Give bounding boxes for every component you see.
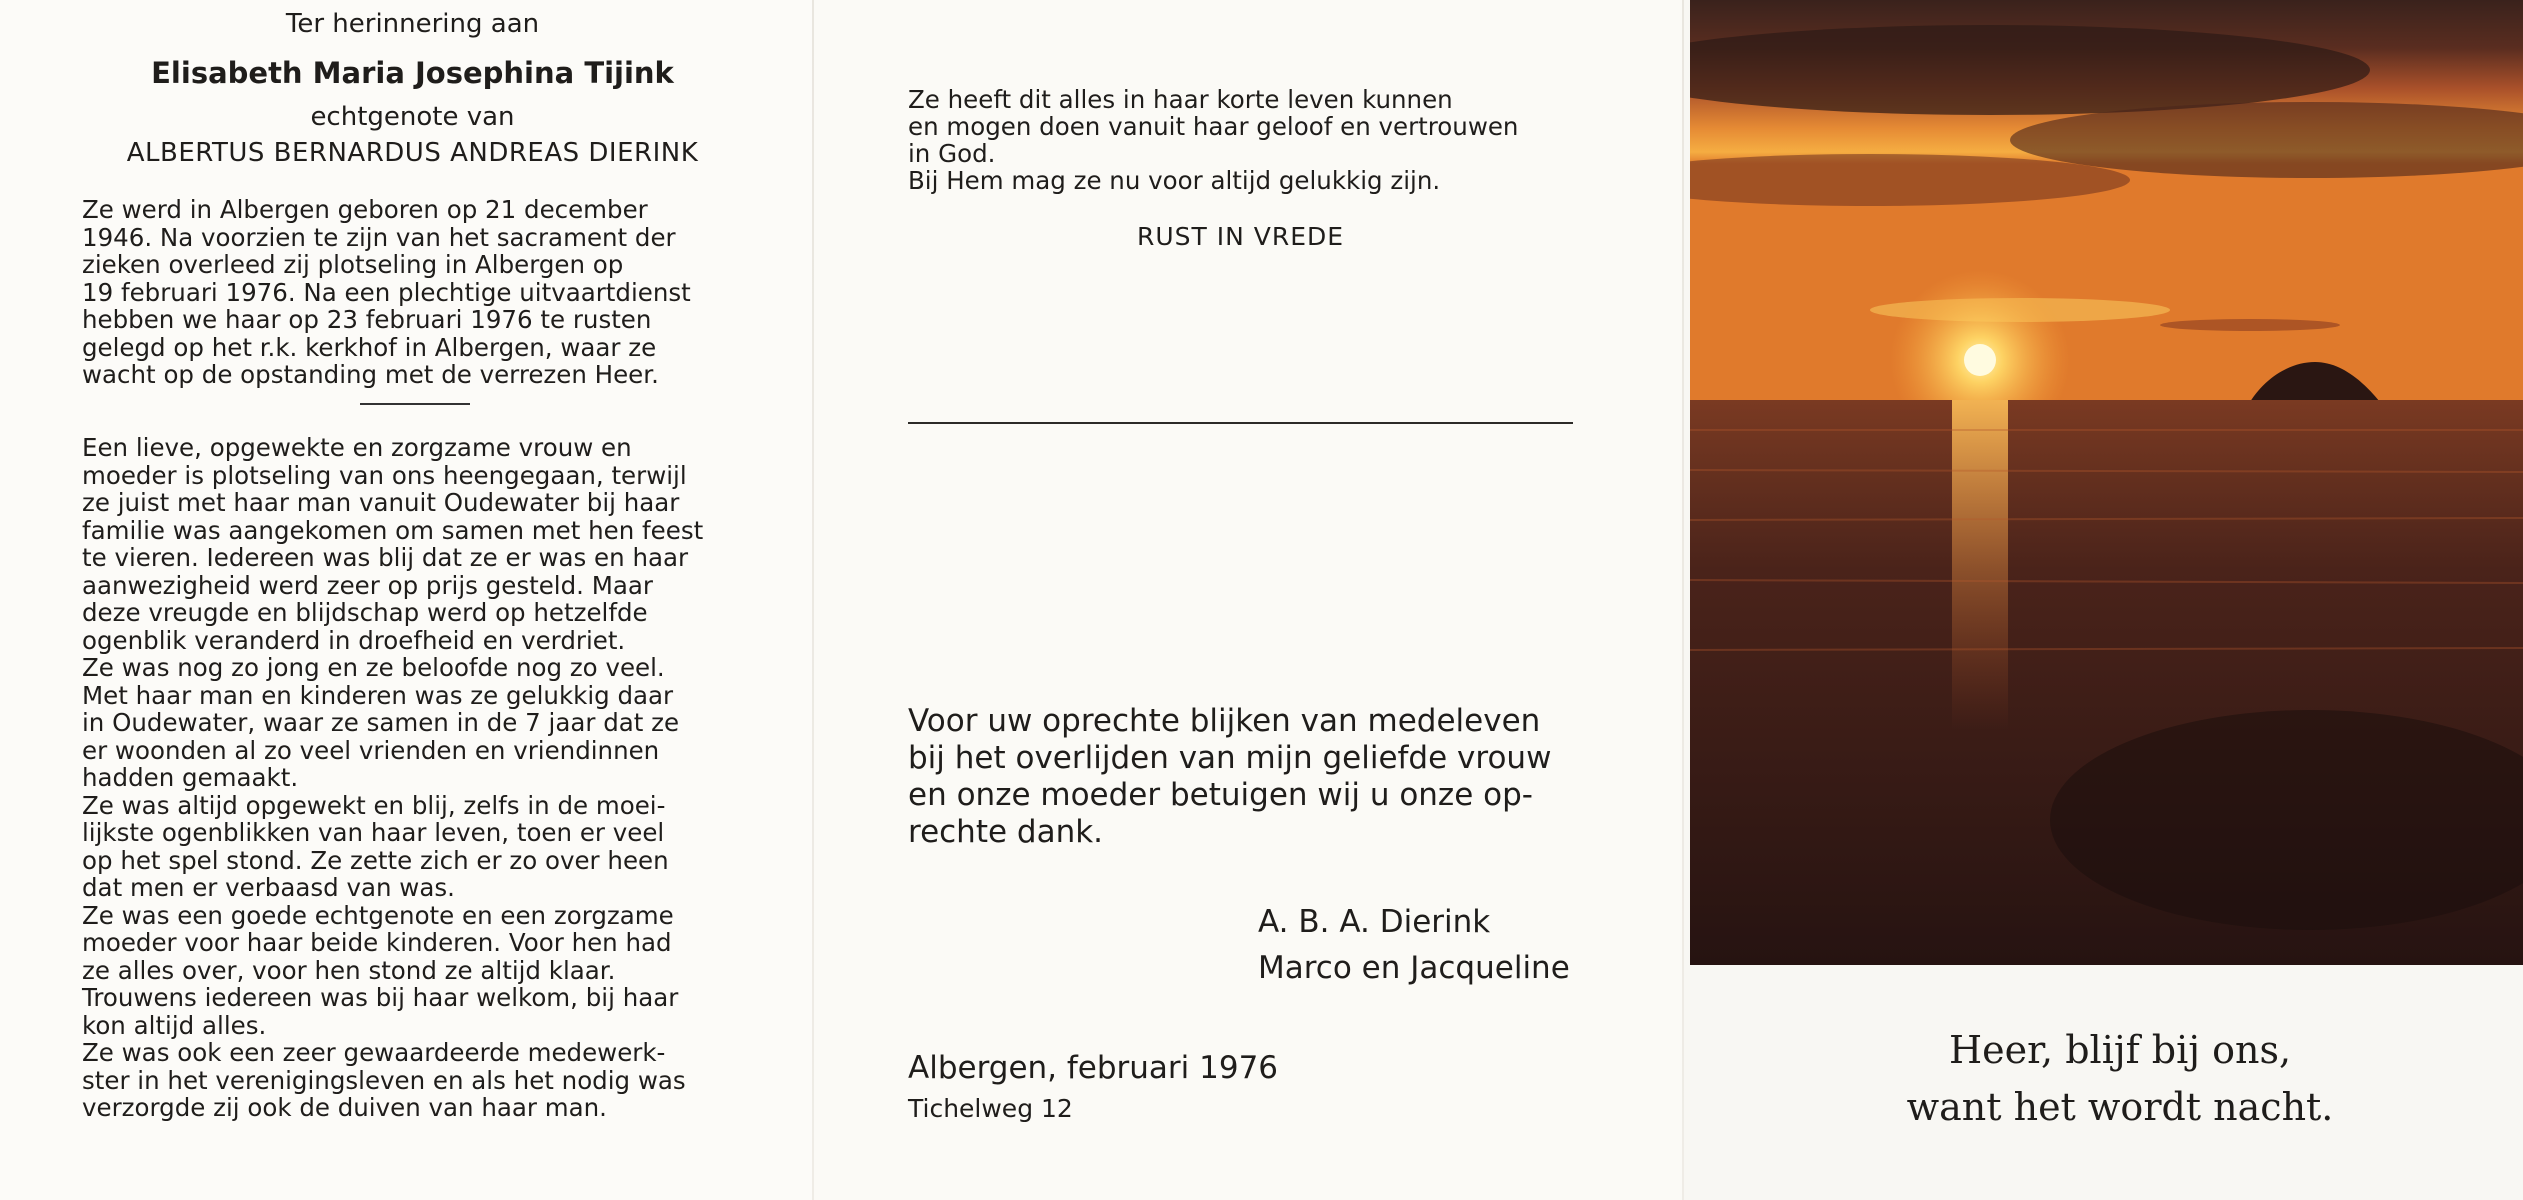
- signature-husband: A. B. A. Dierink: [1258, 904, 1491, 940]
- faith-paragraph: Ze heeft dit alles in haar korte leven kunnen en mogen doen vanuit haar geloof en vertrouwen in God. Bij Hem mag ze nu voor altijd gelukkig zijn.: [908, 85, 1519, 195]
- divider-short: [360, 403, 470, 405]
- place-date: Albergen, februari 1976: [908, 1050, 1279, 1086]
- remembrance-paragraph: Een lieve, opgewekte en zorgzame vrouw en moeder is plotseling van ons heengegaan, terwijl ze juist met haar man vanuit Oudewater bij haar familie was aangekomen om samen met hen feest te vieren. Iedereen was blij dat ze er was en haar aanwezigheid werd zeer op prijs gesteld. Maar deze vreugde en blijdschap werd op hetzelfde ogenblik veranderd in droefheid en verdriet. Ze was nog zo jong en ze beloofde nog zo veel. Met haar man en kinderen was ze gelukkig daar in Oudewater, waar ze samen in de 7 jaar dat ze er woonden al zo veel vrienden en vriendinnen hadden gemaakt. Ze was altijd opgewekt en blij, zelfs in de moei- lijkste ogenblikken van haar leven, toen er veel op het spel stond. Ze zette zich er zo over heen dat men er verbaasd van was. Ze was een goede echtgenote en een zorgzame moeder voor haar beide kinderen. Voor hen had ze alles over, voor hen stond ze altijd klaar. Trouwens iedereen was bij haar welkom, bij haar kon altijd alles. Ze was ook een zeer gewaardeerde medewerk- ster in het verenigingsleven en als het nodig was verzorgde zij ook de duiven van haar man.: [82, 433, 704, 1122]
- biography-paragraph: Ze werd in Albergen geboren op 21 december 1946. Na voorzien te zijn van het sacrament der zieken overleed zij plotseling in Albergen op 19 februari 1976. Na een plechtige uitvaartdienst hebben we haar op 23 februari 1976 te rusten gelegd op het r.k. kerkhof in Albergen, waar ze wacht op de opstanding met de verrezen Heer.: [82, 195, 691, 389]
- fold-line-right: [1682, 0, 1684, 1200]
- sunset-over-sea-photo: [1690, 0, 2523, 965]
- intro-text: Ter herinnering aan: [285, 9, 540, 39]
- thanks-paragraph: Voor uw oprechte blijken van medeleven bij het overlijden van mijn geliefde vrouw en onze moeder betuigen wij u onze op- rechte dank.: [908, 703, 1552, 850]
- rest-in-peace-text: RUST IN VREDE: [1136, 222, 1345, 251]
- caption-line-1: Heer, blijf bij ons,: [1948, 1028, 2292, 1072]
- divider-long: [908, 422, 1573, 424]
- caption-line-2: want het wordt nacht.: [1906, 1085, 2334, 1129]
- address: Tichelweg 12: [908, 1094, 1073, 1123]
- spouse-label: echtgenote van: [310, 102, 515, 132]
- deceased-name: Elisabeth Maria Josephina Tijink: [151, 56, 674, 90]
- signature-children: Marco en Jacqueline: [1258, 950, 1570, 986]
- spouse-name: ALBERTUS BERNARDUS ANDREAS DIERINK: [126, 138, 699, 168]
- fold-line-left: [812, 0, 814, 1200]
